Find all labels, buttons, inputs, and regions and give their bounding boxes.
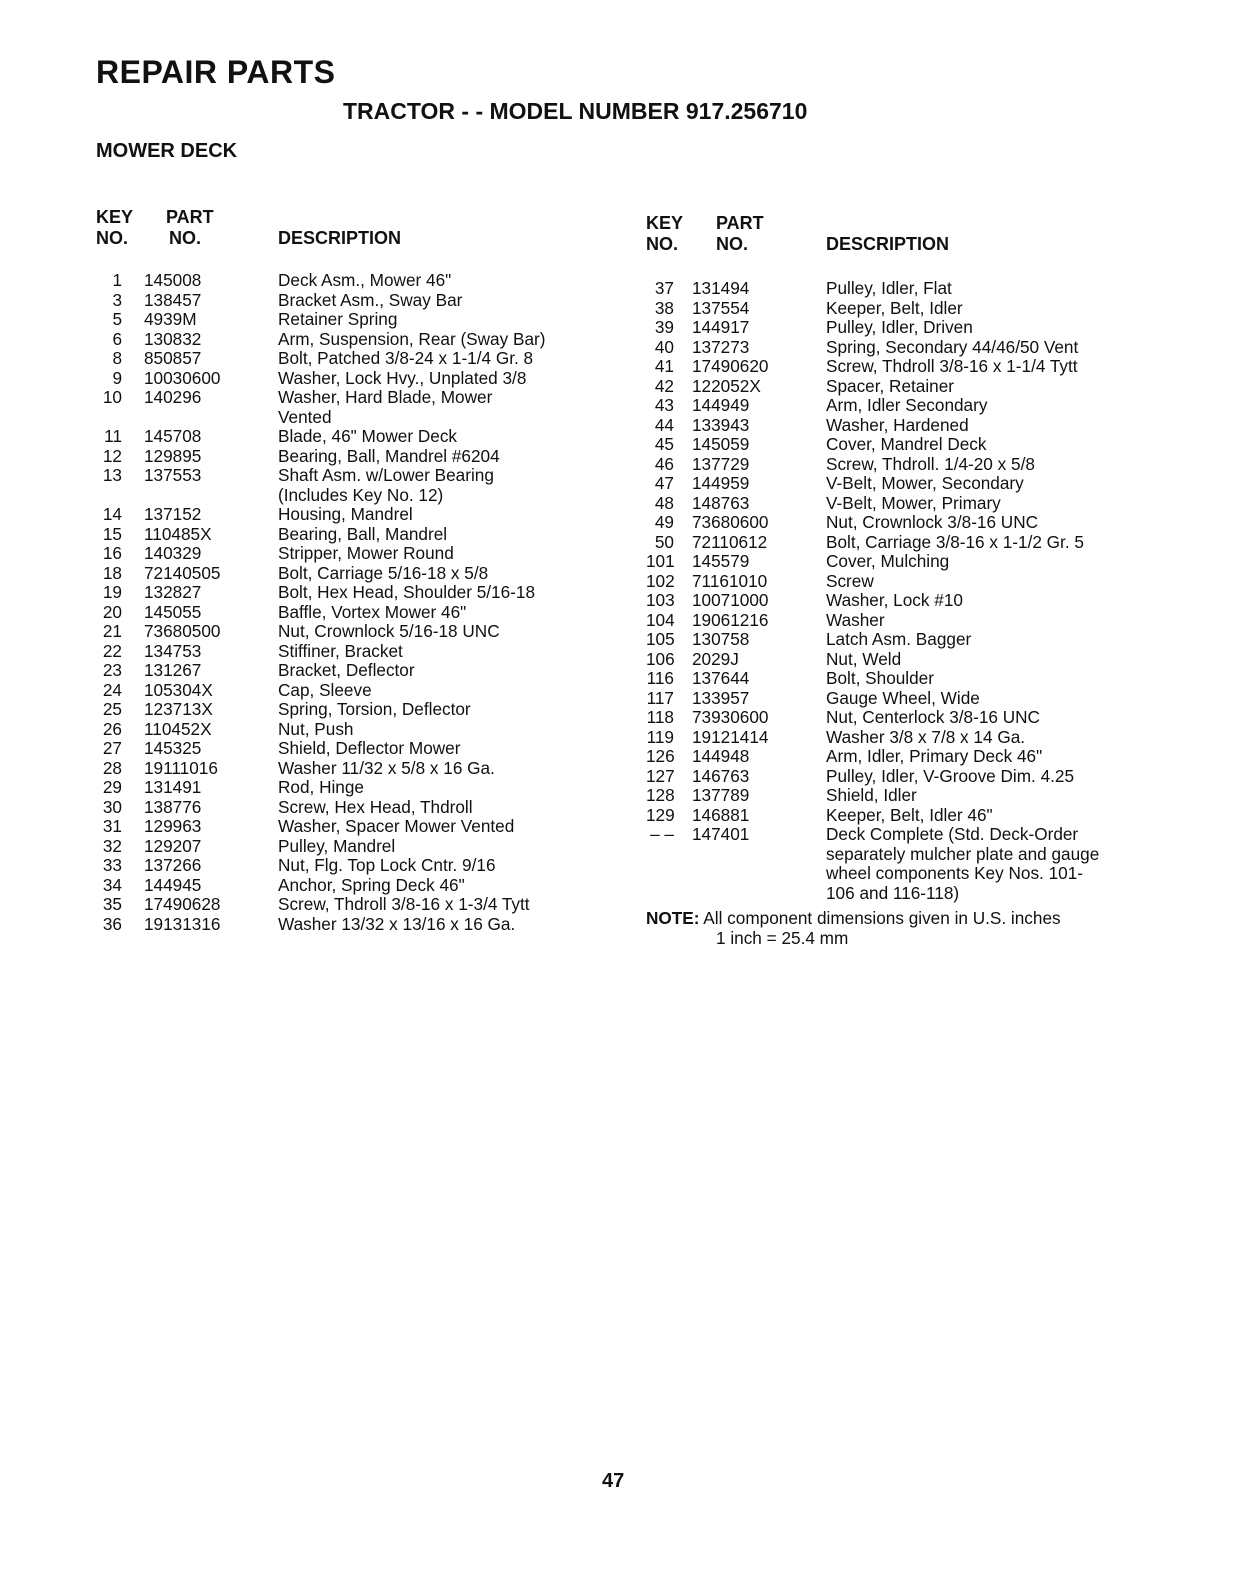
part-number: 137273 [692, 336, 750, 357]
key-number: 103 [646, 590, 675, 610]
parts-row [96, 835, 396, 857]
part-number: 131267 [144, 660, 202, 680]
parts-row [646, 707, 1040, 728]
part-description: Rod, Hinge [278, 777, 364, 797]
key-number: 31 [102, 816, 122, 836]
page-title: REPAIR PARTS [96, 54, 336, 90]
note-block [646, 909, 1061, 948]
part-description: Gauge Wheel, Wide [826, 687, 980, 708]
parts-row [646, 551, 950, 572]
key-number: 39 [654, 317, 674, 337]
part-number: 138457 [144, 289, 202, 310]
key-number: 19 [102, 582, 122, 602]
part-description: Pulley, Idler, Driven [826, 317, 973, 337]
part-number: 17490628 [144, 894, 221, 914]
left-part-header [166, 207, 214, 249]
part-description: Bracket Asm., Sway Bar [278, 289, 463, 310]
part-number: 850857 [144, 348, 202, 368]
left-parts-list [96, 270, 546, 934]
parts-row [96, 426, 458, 447]
key-number: 37 [654, 278, 674, 298]
part-number: 133957 [692, 687, 750, 708]
part-description: Spring, Torsion, Deflector [278, 699, 471, 719]
parts-row [646, 765, 1075, 787]
parts-row [96, 796, 473, 818]
part-number: 105304X [144, 679, 213, 700]
part-number: 138776 [144, 796, 202, 817]
key-number: 36 [102, 913, 122, 934]
parts-row [96, 445, 500, 467]
part-number: 145055 [144, 601, 202, 622]
part-number: 72110612 [692, 531, 768, 552]
part-description: Nut, Push [278, 718, 354, 739]
key-number: 45 [654, 434, 674, 454]
part-description: Screw, Hex Head, Thdroll [278, 796, 473, 817]
part-description: (Includes Key No. 12) [278, 484, 444, 505]
part-number: 129963 [144, 816, 202, 836]
part-number: 134753 [144, 640, 202, 661]
part-number: 17490620 [692, 356, 769, 376]
part-number: 10071000 [692, 590, 769, 610]
part-description: Deck Complete (Std. Deck-Order [826, 824, 1079, 844]
part-number: 145708 [144, 426, 202, 446]
parts-row [646, 297, 963, 319]
part-number: 122052X [692, 375, 761, 396]
part-description: Blade, 46" Mower Deck [278, 426, 458, 446]
key-number: 49 [654, 512, 674, 532]
parts-row [646, 356, 1078, 377]
parts-row [96, 894, 530, 915]
key-number: 119 [646, 726, 674, 747]
key-number: 105 [646, 629, 675, 649]
part-description: Nut, Centerlock 3/8-16 UNC [826, 707, 1040, 727]
key-number: 47 [654, 473, 674, 493]
part-number: 73680600 [692, 512, 769, 532]
part-description: Arm, Idler, Primary Deck 46" [826, 746, 1043, 766]
parts-row [646, 336, 1079, 358]
parts-row [96, 309, 398, 330]
key-number: 26 [102, 718, 122, 739]
key-number: 6 [112, 328, 122, 349]
parts-row [646, 746, 1043, 767]
key-number: 118 [646, 707, 674, 727]
part-description: Bolt, Shoulder [826, 668, 934, 688]
part-description: Keeper, Belt, Idler [826, 297, 963, 318]
key-number: 38 [654, 297, 674, 318]
right-key-header [646, 213, 683, 255]
part-description: Cap, Sleeve [278, 679, 372, 700]
right-description-header: DESCRIPTION [826, 234, 950, 254]
key-number: 27 [102, 738, 122, 758]
left-description-header: DESCRIPTION [278, 228, 402, 248]
part-description: Pulley, Idler, Flat [826, 278, 952, 298]
part-description: Washer, Lock Hvy., Unplated 3/8 [278, 367, 527, 388]
part-header-line1: PART [716, 213, 764, 233]
part-number: 73930600 [692, 707, 769, 727]
note-label: NOTE: [646, 908, 700, 928]
parts-row [96, 777, 364, 798]
part-number: 148763 [692, 492, 750, 513]
parts-row [96, 855, 496, 876]
part-description: Pulley, Idler, V-Groove Dim. 4.25 [826, 765, 1075, 786]
part-description: Screw, Thdroll 3/8-16 x 1-3/4 Tytt [278, 894, 530, 914]
key-number: 14 [102, 504, 122, 524]
key-number: 41 [654, 356, 674, 376]
part-description: Housing, Mandrel [278, 504, 413, 524]
part-description: Arm, Idler Secondary [826, 395, 988, 415]
parts-row [96, 660, 415, 681]
part-description: Washer, Spacer Mower Vented [278, 816, 515, 836]
part-description: separately mulcher plate and gauge [826, 843, 1100, 864]
part-description: Stiffiner, Bracket [278, 640, 403, 661]
part-description: Spacer, Retainer [826, 375, 955, 396]
part-description: Cover, Mulching [826, 551, 950, 571]
key-number: 8 [112, 348, 122, 368]
part-description: Bolt, Hex Head, Shoulder 5/16-18 [278, 582, 536, 602]
model-heading: TRACTOR - - MODEL NUMBER 917.256710 [343, 98, 808, 124]
key-number: 33 [102, 855, 122, 875]
part-description: Retainer Spring [278, 309, 398, 329]
part-description: V-Belt, Mower, Secondary [826, 473, 1024, 493]
key-number: 3 [112, 289, 122, 310]
part-description: Keeper, Belt, Idler 46" [826, 804, 993, 825]
parts-row [646, 668, 934, 689]
page-number: 47 [602, 1470, 625, 1492]
part-number: 110485X [144, 523, 212, 544]
part-number: 144917 [692, 317, 750, 337]
part-number: 110452X [144, 718, 212, 739]
parts-row [646, 687, 980, 709]
part-number: 137729 [692, 453, 750, 474]
part-description: Latch Asm. Bagger [826, 629, 972, 649]
key-number: 117 [646, 687, 674, 708]
key-number: 48 [654, 492, 674, 513]
parts-row [96, 289, 463, 311]
part-description: Bracket, Deflector [278, 660, 415, 680]
parts-row [646, 317, 973, 338]
part-description: Bolt, Carriage 3/8-16 x 1-1/2 Gr. 5 [826, 531, 1084, 552]
part-number: 137554 [692, 297, 750, 318]
part-number: 131494 [692, 278, 750, 298]
part-number: 146763 [692, 765, 750, 786]
parts-row [646, 531, 1084, 553]
parts-row-continuation [96, 484, 444, 506]
parts-row [646, 824, 1079, 845]
part-number: 2029J [692, 648, 739, 669]
parts-row [96, 270, 452, 291]
parts-row [96, 738, 461, 759]
key-number: 40 [654, 336, 674, 357]
key-number [646, 864, 674, 884]
key-number: 101 [646, 551, 675, 571]
parts-row [646, 609, 885, 631]
key-number: 11 [104, 426, 122, 446]
key-number: 24 [102, 679, 122, 700]
part-number: 144948 [692, 746, 750, 766]
part-description: Washer 13/32 x 13/16 x 16 Ga. [278, 913, 516, 934]
parts-row-continuation [96, 406, 332, 428]
part-description: Washer 11/32 x 5/8 x 16 Ga. [278, 757, 495, 778]
part-description: Cover, Mandrel Deck [826, 434, 987, 454]
part-description: Arm, Suspension, Rear (Sway Bar) [278, 328, 546, 349]
part-number: 19131316 [144, 913, 221, 934]
part-number: 123713X [144, 699, 213, 719]
parts-row [96, 348, 534, 369]
part-description: Washer, Lock #10 [826, 590, 963, 610]
key-header-line1: KEY [646, 213, 684, 233]
parts-row [96, 699, 471, 720]
part-number: 146881 [692, 804, 750, 825]
parts-row [646, 648, 902, 670]
key-number: 32 [102, 835, 122, 856]
part-number: 19061216 [692, 609, 769, 630]
part-number: 19111016 [144, 757, 218, 778]
key-number: 35 [102, 894, 122, 914]
part-description: Nut, Flg. Top Lock Cntr. 9/16 [278, 855, 496, 875]
key-number: 116 [646, 668, 674, 688]
part-number: 137553 [144, 465, 202, 485]
part-number: 19121414 [692, 726, 769, 747]
parts-row [96, 328, 546, 350]
part-description: Screw [826, 570, 874, 591]
part-description: Washer [826, 609, 885, 630]
key-number [646, 884, 674, 904]
part-number: 132827 [144, 582, 202, 602]
parts-row [96, 562, 489, 584]
parts-row [646, 453, 1035, 475]
key-number: 30 [102, 796, 122, 817]
key-header-line2: NO. [96, 228, 129, 248]
part-number: 147401 [692, 824, 750, 844]
key-header-line2: NO. [646, 234, 679, 254]
part-number: 137644 [692, 668, 750, 688]
key-number: 28 [102, 757, 122, 778]
key-number: 126 [646, 746, 675, 766]
parts-row [96, 601, 467, 623]
part-description: Vented [278, 406, 332, 427]
part-number: 145008 [144, 270, 202, 290]
part-description: 106 and 116-118) [826, 882, 960, 903]
part-number: 145059 [692, 434, 750, 454]
key-number: 18 [102, 562, 122, 583]
parts-row [646, 278, 952, 299]
part-header-line2: NO. [716, 234, 749, 254]
parts-row [96, 757, 495, 779]
key-number: 5 [112, 309, 122, 329]
parts-row [646, 590, 963, 611]
key-number: 44 [654, 414, 674, 435]
key-number: 22 [102, 640, 122, 661]
right-part-header [716, 213, 764, 255]
key-number: 20 [102, 601, 122, 622]
parts-row [646, 804, 993, 826]
parts-row [96, 718, 354, 740]
parts-row [96, 582, 536, 603]
right-parts-list [646, 278, 1100, 903]
key-number: 12 [102, 445, 122, 466]
part-description: Shield, Idler [826, 785, 917, 805]
parts-row [96, 640, 403, 662]
parts-row [646, 414, 969, 436]
parts-row [96, 504, 413, 525]
part-description: Spring, Secondary 44/46/50 Vent [826, 336, 1079, 357]
parts-row [96, 523, 448, 545]
part-description: Shaft Asm. w/Lower Bearing [278, 465, 494, 485]
part-number: 4939M [144, 309, 197, 329]
parts-row [646, 395, 988, 416]
part-number: 130832 [144, 328, 202, 349]
parts-row [646, 434, 987, 455]
part-description: Shield, Deflector Mower [278, 738, 461, 758]
part-number: 131491 [144, 777, 202, 797]
key-number: 15 [102, 523, 122, 544]
part-number: 71161010 [692, 570, 768, 591]
key-number: 50 [654, 531, 674, 552]
part-number: 140296 [144, 387, 202, 407]
part-description: wheel components Key Nos. 101- [826, 863, 1083, 883]
parts-row [96, 679, 372, 701]
part-number: 137789 [692, 785, 750, 805]
key-number: 129 [646, 804, 675, 825]
part-number: 129895 [144, 445, 202, 466]
part-description: Washer, Hardened [826, 414, 969, 435]
key-number: 43 [654, 395, 674, 415]
key-number [96, 486, 122, 506]
part-description: V-Belt, Mower, Primary [826, 492, 1001, 513]
part-number: 10030600 [144, 367, 221, 388]
key-number: 21 [102, 621, 122, 641]
part-description: Deck Asm., Mower 46" [278, 270, 452, 290]
parts-row [96, 621, 500, 642]
parts-row-continuation [646, 843, 1100, 865]
note-line2: 1 inch = 25.4 mm [716, 927, 849, 948]
part-number: 72140505 [144, 562, 221, 583]
part-description: Stripper, Mower Round [278, 543, 454, 563]
parts-row [96, 913, 516, 935]
key-number: 127 [646, 765, 675, 786]
part-number: 73680500 [144, 621, 221, 641]
part-description: Screw, Thdroll. 1/4-20 x 5/8 [826, 453, 1035, 474]
parts-row [96, 367, 527, 389]
left-key-header [96, 207, 133, 249]
part-header-line2: NO. [169, 228, 202, 248]
key-number: 34 [102, 874, 122, 895]
key-number: 1 [112, 270, 122, 290]
key-number: 46 [654, 453, 674, 474]
key-number: 106 [646, 648, 675, 669]
part-description: Washer 3/8 x 7/8 x 14 Ga. [826, 726, 1026, 747]
parts-row [96, 874, 465, 896]
key-number: 29 [102, 777, 122, 797]
parts-row [646, 375, 955, 397]
part-description: Nut, Crownlock 3/8-16 UNC [826, 512, 1039, 532]
part-number: 144945 [144, 874, 202, 895]
part-number: 144949 [692, 395, 750, 415]
parts-row [96, 816, 515, 837]
part-description: Bolt, Carriage 5/16-18 x 5/8 [278, 562, 489, 583]
section-heading: MOWER DECK [96, 140, 238, 162]
part-description: Bolt, Patched 3/8-24 x 1-1/4 Gr. 8 [278, 348, 534, 368]
parts-row [646, 473, 1024, 494]
part-number: 145325 [144, 738, 202, 758]
parts-row [646, 785, 917, 806]
part-description: Nut, Crownlock 5/16-18 UNC [278, 621, 500, 641]
parts-row [96, 465, 494, 486]
key-number: 25 [102, 699, 122, 719]
part-number: 137266 [144, 855, 202, 875]
key-number: 128 [646, 785, 675, 805]
parts-row [96, 387, 493, 408]
parts-row-continuation [646, 882, 960, 904]
parts-row [646, 629, 972, 650]
part-number: 129207 [144, 835, 202, 856]
part-header-line1: PART [166, 207, 214, 227]
part-number: 133943 [692, 414, 750, 435]
part-number: 145579 [692, 551, 750, 571]
parts-row [96, 543, 454, 564]
key-number [96, 408, 122, 428]
key-number: 23 [102, 660, 122, 680]
part-description: Screw, Thdroll 3/8-16 x 1-1/4 Tytt [826, 356, 1078, 376]
key-number: 10 [102, 387, 122, 407]
key-header-line1: KEY [96, 207, 134, 227]
key-number: 16 [102, 543, 122, 563]
parts-row [646, 570, 874, 592]
key-number: 102 [646, 570, 675, 591]
key-number: 9 [112, 367, 122, 388]
part-description: Bearing, Ball, Mandrel #6204 [278, 445, 500, 466]
part-number: 130758 [692, 629, 750, 649]
key-number: 13 [102, 465, 122, 485]
key-number: – – [650, 824, 674, 844]
key-number: 104 [646, 609, 675, 630]
part-number: 144959 [692, 473, 750, 493]
parts-row [646, 726, 1026, 748]
part-description: Anchor, Spring Deck 46" [278, 874, 465, 895]
part-number: 140329 [144, 543, 202, 563]
part-description: Washer, Hard Blade, Mower [278, 387, 493, 407]
note-line1: All component dimensions given in U.S. inches [703, 908, 1061, 928]
parts-row [646, 512, 1039, 533]
part-description: Baffle, Vortex Mower 46" [278, 601, 467, 622]
part-number: 137152 [144, 504, 202, 524]
parts-row [646, 492, 1001, 514]
part-description: Nut, Weld [826, 648, 902, 669]
key-number [646, 845, 674, 865]
parts-row-continuation [646, 863, 1083, 884]
key-number: 42 [654, 375, 674, 396]
part-description: Pulley, Mandrel [278, 835, 396, 856]
part-description: Bearing, Ball, Mandrel [278, 523, 448, 544]
